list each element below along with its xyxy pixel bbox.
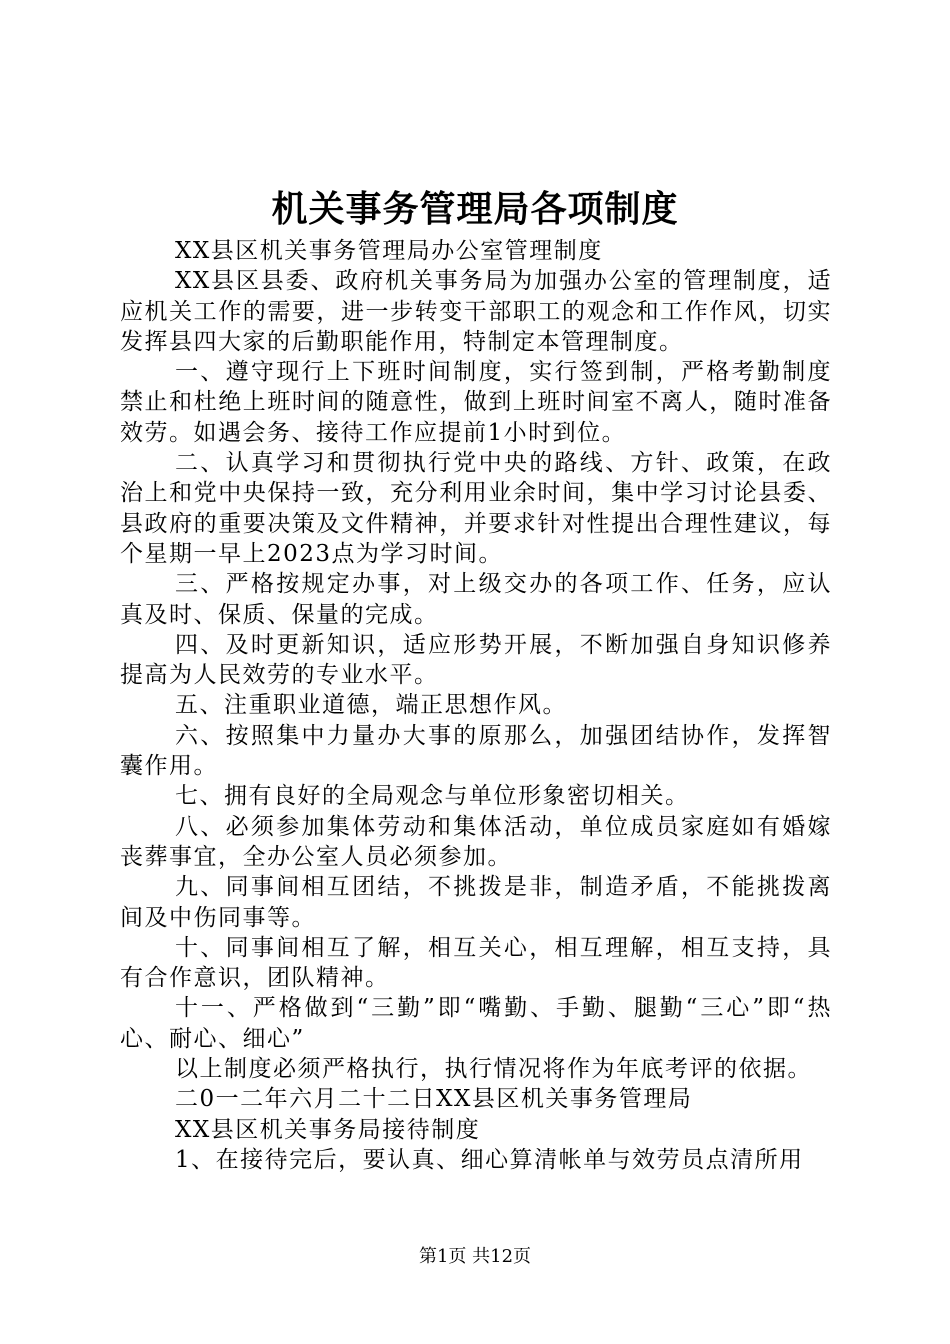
- document-title: 机关事务管理局各项制度: [271, 188, 679, 230]
- rule-paragraph: 三、严格按规定办事，对上级交办的各项工作、任务，应认真及时、保质、保量的完成。: [120, 571, 832, 628]
- page-number-footer: 第1页 共12页: [418, 1246, 532, 1267]
- document-body: [120, 236, 832, 1175]
- rule-paragraph: 九、同事间相互团结，不挑拨是非，制造矛盾，不能挑拨离间及中伤同事等。: [120, 874, 832, 931]
- closing-paragraph: 以上制度必须严格执行，执行情况将作为年底考评的依据。: [175, 1056, 812, 1083]
- rule-paragraph: 七、拥有良好的全局观念与单位形象密切相关。: [175, 783, 690, 810]
- rule-paragraph: 六、按照集中力量办大事的原那么，加强团结协作，发挥智囊作用。: [120, 722, 832, 780]
- intro-paragraph: XX县区县委、政府机关事务局为加强办公室的管理制度，适应机关工作的需要，进一步转变干部职工的观念和工作作风，切实发挥县四大家的后勤职能作用，特制定本管理制度。: [120, 268, 832, 355]
- section-heading: XX县区机关事务管理局办公室管理制度: [175, 238, 603, 264]
- rule-paragraph: 二、认真学习和贯彻执行党中央的路线、方针、政策，在政治上和党中央保持一致，充分利用业余时间，集中学习讨论县委、县政府的重要决策及文件精神，并要求针对性提出合理性建议，每个星期一早上2023点为学习时间。: [120, 450, 832, 567]
- rule-paragraph: 八、必须参加集体劳动和集体活动，单位成员家庭如有婚嫁丧葬事宜，全办公室人员必须参加。: [120, 813, 832, 870]
- rule-paragraph: 五、注重职业道德，端正思想作风。: [175, 692, 567, 719]
- rule-paragraph: 1、在接待完后，要认真、细心算清帐单与效劳员点清所用: [175, 1146, 804, 1173]
- rule-paragraph: 十一、严格做到“三勤”即“嘴勤、手勤、腿勤“三心”即“热心、耐心、细心”: [120, 995, 832, 1052]
- rule-paragraph: 十、同事间相互了解，相互关心，相互理解，相互支持，具有合作意识，团队精神。: [120, 934, 832, 992]
- section-heading: XX县区机关事务局接待制度: [175, 1116, 481, 1143]
- rule-paragraph: 一、遵守现行上下班时间制度，实行签到制，严格考勤制度禁止和杜绝上班时间的随意性，做到上班时间室不离人，随时准备效劳。如遇会务、接待工作应提前1小时到位。: [120, 359, 832, 446]
- rule-paragraph: 四、及时更新知识，适应形势开展，不断加强自身知识修养提高为人民效劳的专业水平。: [120, 631, 832, 689]
- date-signature: 二0一二年六月二十二日XX县区机关事务管理局: [175, 1086, 693, 1113]
